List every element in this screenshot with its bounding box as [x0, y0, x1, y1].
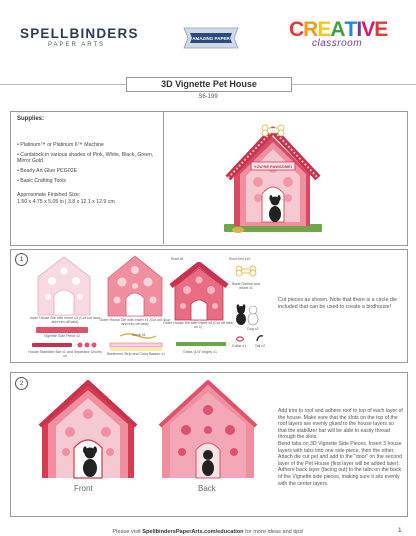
page-title: 3D Vignette Pet House [126, 77, 292, 92]
finished-pet-house-photo [218, 116, 328, 242]
tail-label: Tail x2 [254, 344, 266, 348]
stabilizer-bar [30, 341, 100, 349]
creative-letter: I [356, 18, 362, 41]
step-1-number: 1 [15, 253, 28, 266]
front-caption: Front [74, 484, 93, 493]
creative-classroom-logo [289, 20, 387, 40]
footer-text: Please visit SpellbindersPaperArts.com/education for more ideas and tips! [112, 529, 304, 535]
spellbinders-logo-subtitle: PAPER ARTS [48, 42, 106, 48]
instruction-paragraph: Bend tabs on 3D Vignette Side Pieces. Insert 3 house layers with tabs into one side piece, then the other. [278, 440, 402, 454]
instruction-paragraph: Attach die cut pet and add to the “door” on the second layer of the Pet House (first layer will be added later). [278, 454, 403, 467]
supply-item: • Bearly Art Glue PCG02E [17, 168, 78, 175]
outer-house-die-x4 [168, 262, 230, 322]
back-caption: Back [198, 484, 216, 493]
supplies-divider [163, 111, 164, 244]
sentiment-label: Sentiment Strip and Color Backer x1 [106, 352, 166, 356]
creative-letter: C [289, 18, 304, 41]
supplies-heading: Supplies: [17, 116, 45, 122]
supply-item: • Cardstock in various shades of Pink, White, Black, Green, Mirror Gold [17, 151, 154, 165]
supply-item: • Basic Crafting Tools [17, 177, 67, 184]
finished-size-label: Approximate Finished Size: [17, 192, 81, 198]
front-house-image [36, 380, 140, 480]
outer-house-die [104, 254, 166, 318]
side-piece-label: Vignette Side Piece x2 [43, 334, 81, 338]
education-link[interactable]: SpellbindersPaperArts.com/education [142, 529, 244, 535]
grass-label: Grass (1/4" bright) x1 [182, 350, 218, 354]
roof-label: Roof x8 [171, 257, 184, 261]
step-2-instructions [278, 408, 403, 487]
supplies-list [17, 142, 157, 188]
step-1-note: Cut pieces as shown. Note that there is a circle die included that can be used to create a birdhouse! [278, 297, 397, 310]
inner-house-label: Inner House Die with Insert x3 (Cut out door and trim off tabs) [29, 316, 101, 325]
outer-house-label: Outer House Die with Insert x1 (Cut out door and trim off tabs) [99, 318, 171, 327]
bone-label: Bone Outline and Insert x1 [232, 282, 260, 291]
outer-house-x4-label: Outer House Die with Insert x4 (Cut off tabs on 1) [163, 321, 233, 330]
grass-strip [174, 340, 228, 348]
badge-text: AMAZING PAPER [192, 35, 230, 41]
sku-number: S6-199 [198, 94, 218, 100]
collar-die [236, 336, 244, 342]
scroll-label: Scroll x1 [132, 333, 146, 337]
classroom-word: classroom [312, 38, 363, 49]
sentiment-sign-text: YOU'RE PAWSOME! [253, 163, 293, 169]
vignette-side-piece [34, 326, 90, 334]
sentiment-strip [108, 342, 164, 352]
creative-letter: A [330, 18, 345, 41]
creative-letter: E [317, 18, 331, 41]
inner-house-die [34, 255, 94, 317]
step-2-number: 2 [15, 377, 28, 390]
spellbinders-logo: SPELLBINDERS [20, 26, 139, 41]
dog-label: Dog x2 [247, 327, 259, 331]
creative-letter: V [361, 18, 375, 41]
back-house-image [156, 380, 260, 480]
amazing-paper-badge [180, 24, 242, 52]
stabilizer-label: House Stabilizer Bar x1 and Separator Circles x4 [28, 350, 102, 359]
supply-item: • Platinum™ or Platinum 6™ Machine [17, 142, 104, 148]
tail-die [256, 334, 264, 342]
instruction-paragraph: Adhere back layer (facing out) to the tabs on the back of the Vignette side pieces, making sure it sits evenly with the center layers. [278, 467, 402, 487]
finished-size [17, 192, 157, 205]
bone-die [234, 264, 258, 278]
dog-die [233, 302, 259, 326]
finished-size-value: 1.50 x 4.75 x 5.05 in | 3.8 x 12.1 x 12.9 cm [17, 198, 115, 205]
creative-letter: E [374, 18, 388, 41]
creative-letter: R [303, 18, 318, 41]
roof-trim-label: Roof trim x10 [229, 257, 251, 261]
creative-letter: T [344, 18, 357, 41]
collar-label: Collar x1 [231, 344, 247, 348]
instruction-paragraph: Add trim to roof and adhere roof to top of each layer of the house. Make sure that the slots on the top of the roof layers are evenly glued to the house layers so that the stabilizer bar will be able to easily thread through the slots. [278, 408, 403, 441]
page-number: 1 [398, 527, 402, 534]
